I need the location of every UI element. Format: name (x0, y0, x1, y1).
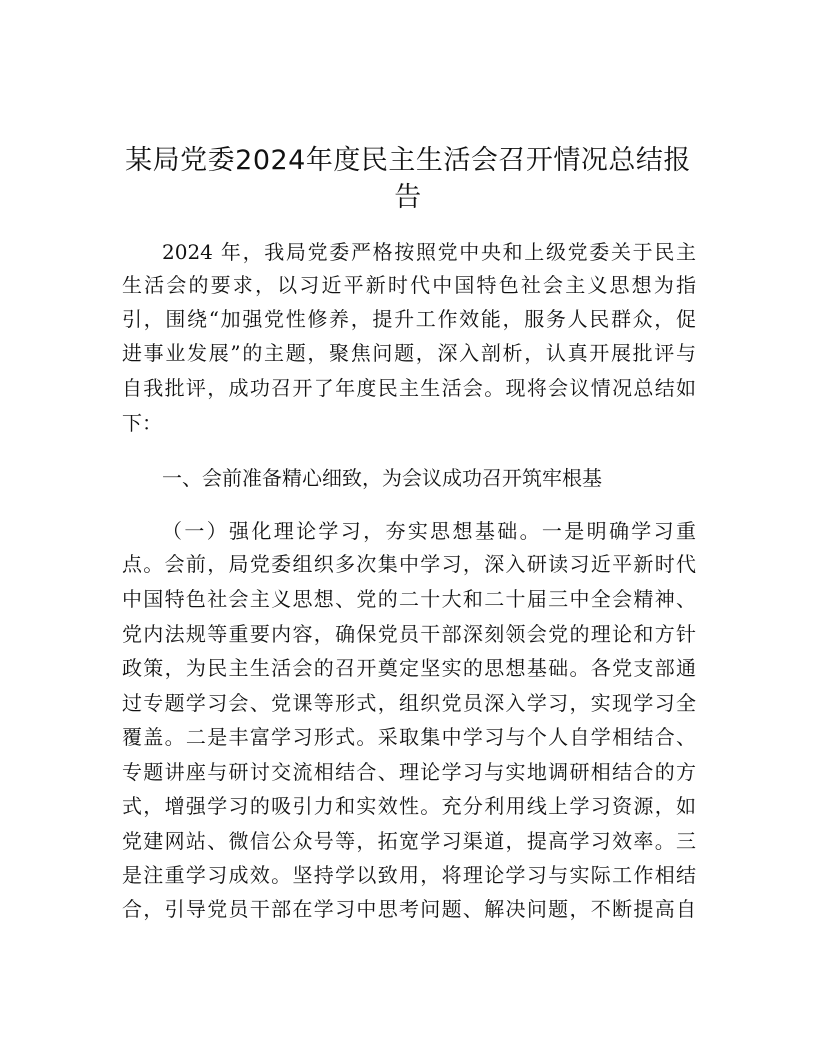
body-text-line: 政策，为民主生活会的召开奠定坚实的思想基础。各党支部通 (122, 656, 696, 680)
body-text-line: 党建网站、微信公众号等，拓宽学习渠道，提高学习效率。三 (122, 829, 696, 853)
body-text-line: 过专题学习会、党课等形式，组织党员深入学习，实现学习全 (122, 691, 696, 715)
body-text-line: 点。会前，局党委组织多次集中学习，深入研读习近平新时代 (122, 552, 696, 576)
body-text-line: 下： (122, 411, 162, 435)
body-text-line: （一）强化理论学习，夯实思想基础。一是明确学习重 (162, 519, 696, 543)
section-heading: 一、会前准备精心细致，为会议成功召开筑牢根基 (162, 466, 602, 490)
body-text-line: 生活会的要求，以习近平新时代中国特色社会主义思想为指 (122, 273, 696, 297)
body-text-line: 党内法规等重要内容，确保党员干部深刻领会党的理论和方针 (122, 622, 696, 646)
body-text-line: 自我批评，成功召开了年度民主生活会。现将会议情况总结如 (122, 376, 696, 400)
body-text-line: 进事业发展”的主题，聚焦问题，深入剖析，认真开展批评与 (122, 341, 696, 365)
document-title-line-1: 某局党委2024年度民主生活会召开情况总结报 (125, 145, 691, 176)
body-text-line: 2024 年，我局党委严格按照党中央和上级党委关于民主 (162, 240, 696, 264)
body-text-line: 合，引导党员干部在学习中思考问题、解决问题，不断提高自 (122, 897, 696, 921)
body-text-line: 专题讲座与研讨交流相结合、理论学习与实地调研相结合的方 (122, 760, 696, 784)
body-text-line: 引，围绕“加强党性修养，提升工作效能，服务人民群众，促 (122, 307, 696, 331)
body-text-line: 是注重学习成效。坚持学以致用，将理论学习与实际工作相结 (122, 863, 696, 887)
body-text-line: 式，增强学习的吸引力和实效性。充分利用线上学习资源，如 (122, 794, 696, 818)
body-text-line: 中国特色社会主义思想、党的二十大和二十届三中全会精神、 (122, 587, 696, 611)
document-title-line-2: 告 (394, 182, 422, 213)
body-text-line: 覆盖。二是丰富学习形式。采取集中学习与个人自学相结合、 (122, 725, 696, 749)
